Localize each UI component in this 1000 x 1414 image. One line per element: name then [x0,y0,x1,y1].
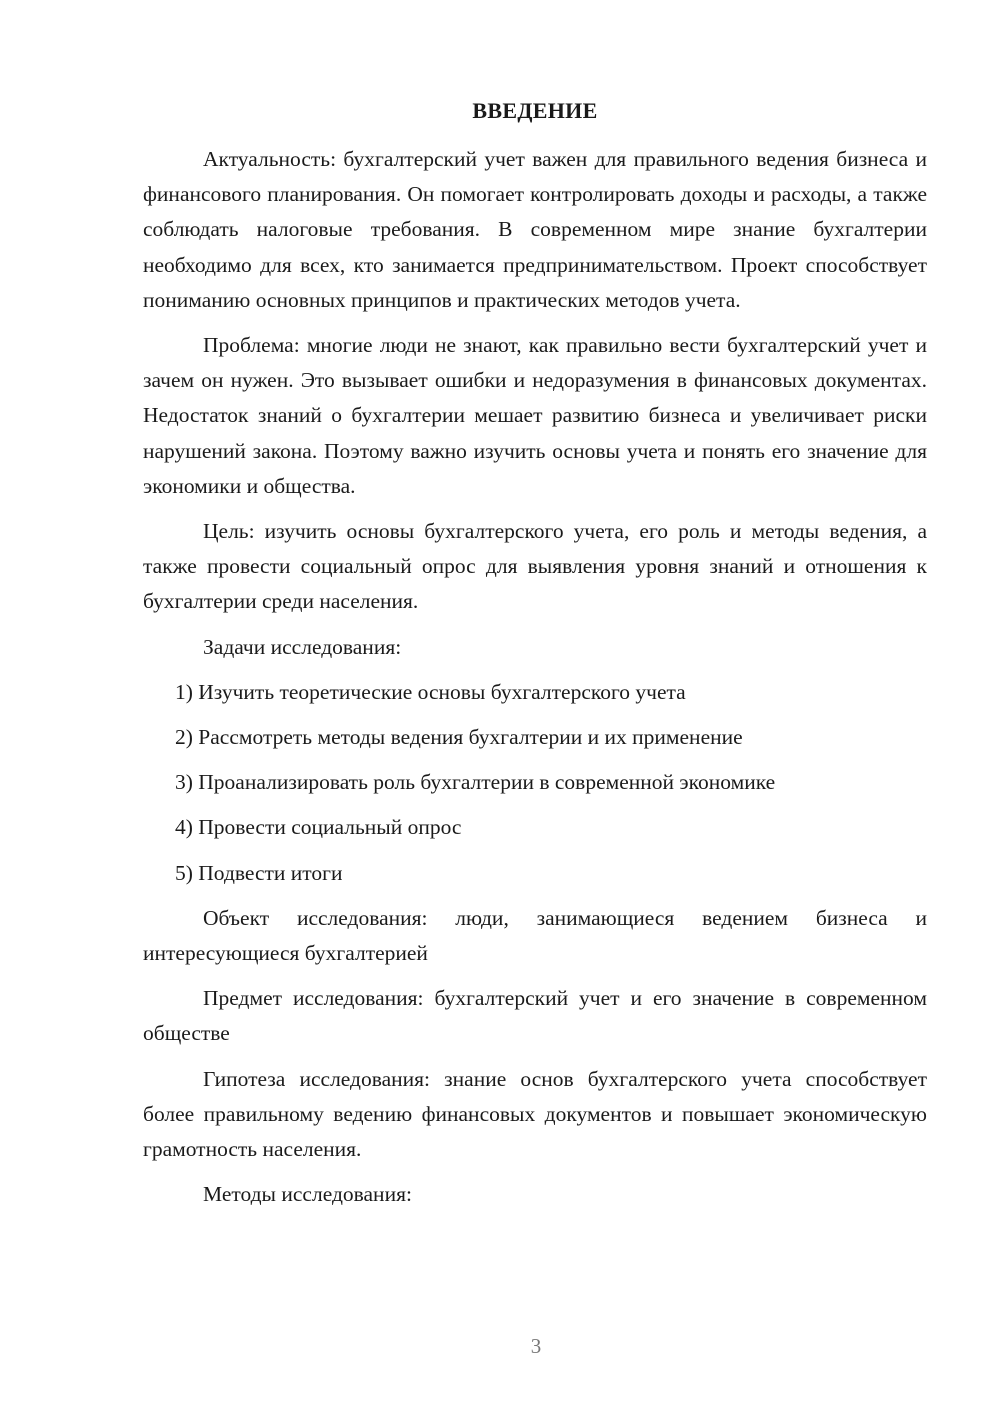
page-title: ВВЕДЕНИЕ [472,98,598,123]
tasks-heading: Задачи исследования: [203,634,402,659]
hypothesis-paragraph: Гипотеза исследования: знание основ бухгалтерского учета способствует более правильному ведению финансовых документов и повышает экономическую грамотность населения. [143,1066,927,1162]
problem-paragraph: Проблема: многие люди не знают, как правильно вести бухгалтерский учет и зачем он нужен. Это вызывает ошибки и недоразумения в финансовых документах. Недостаток знаний о бухгалтерии мешает развитию бизнеса и увеличивает риски нарушений закона. Поэтому важно изучить основы учета и понять его значение для экономики и общества. [143,333,927,498]
object-paragraph: Объект исследования: люди, занимающиеся ведением бизнеса и интересующиеся бухгалтерией [143,905,927,966]
relevance-paragraph: Актуальность: бухгалтерский учет важен для правильного ведения бизнеса и финансового планирования. Он помогает контролировать доходы и расходы, а также соблюдать налоговые требования. В современном мире знание бухгалтерии необходимо для всех, кто занимается предпринимательством. Проект способствует пониманию основных принципов и практических методов учета. [143,147,927,312]
tasks-list [143,675,927,891]
list-item: 5) Подвести итоги [175,860,343,885]
list-item: 3) Проанализировать роль бухгалтерии в современной экономике [175,770,776,795]
document-body [143,142,927,1222]
page-number: 3 [530,1334,542,1358]
goal-paragraph: Цель: изучить основы бухгалтерского учета, его роль и методы ведения, а также провести социальный опрос для выявления уровня знаний и отношения к бухгалтерии среди населения. [143,519,927,614]
list-item: 1) Изучить теоретические основы бухгалтерского учета [175,679,686,704]
list-item: 2) Рассмотреть методы ведения бухгалтерии и их применение [175,725,743,750]
subject-paragraph: Предмет исследования: бухгалтерский учет и его значение в современном обществе [143,986,927,1046]
methods-heading: Методы исследования: [203,1182,412,1207]
list-item: 4) Провести социальный опрос [175,815,462,840]
